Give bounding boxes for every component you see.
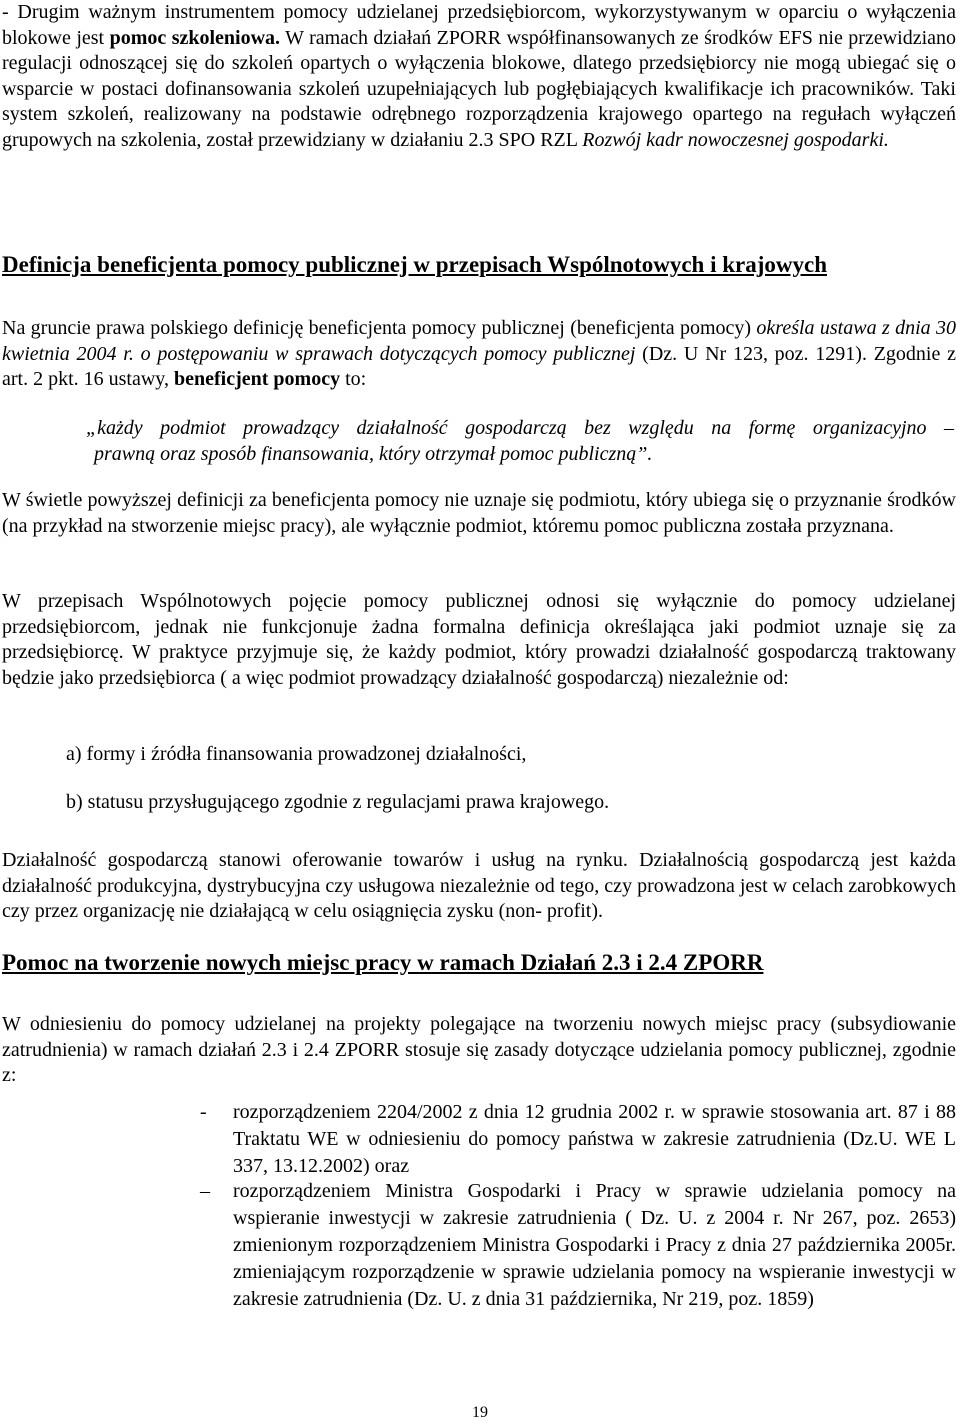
paragraph-text: Na gruncie prawa polskiego definicję beneficjenta pomocy publicznej (beneficjenta pomocy) (2, 317, 757, 339)
paragraph-community-rules: W przepisach Wspólnotowych pojęcie pomocy publicznej odnosi się wyłącznie do pomocy udzielanej przedsiębiorcom, jednak nie funkcjonuje żadna formalna definicja określająca jaki podmiot uznaje się za przedsiębiorcę. W praktyce przyjmuje się, że każdy podmiot, który prowadzi działalność gospodarczą traktowany będzie jako przedsiębiorca ( a więc podmiot prowadzący działalność gospodarczą) niezależnie od: (2, 590, 956, 689)
dash-bullet: – (200, 1180, 210, 1202)
paragraph-definition-note: W świetle powyższej definicji za beneficjenta pomocy nie uznaje się podmiotu, który ubiega się o przyznanie środków (na przykład na stworzenie miejsc pracy), ale wyłącznie podmiot, któremu pomoc publiczna została przyznana. (2, 489, 956, 537)
paragraph-employment-aid: W odniesieniu do pomocy udzielanej na projekty polegające na tworzeniu nowych miejsc pracy (subsydiowanie zatrudnienia) w ramach działań 2.3 i 2.4 ZPORR stosuje się zasady dotyczące udzielania pomocy publicznej, zgodnie z: (2, 1013, 956, 1086)
page-number: 19 (472, 1404, 488, 1421)
paragraph-text: (Dz. U Nr 123, poz. 1291). Zgodnie z art. 2 pkt. 16 ustawy, (2, 342, 956, 390)
paragraph-text: W ramach działań ZPORR współfinansowanych ze środków EFS nie przewidziano regulacji odnoszącej się do szkoleń opartych o wyłączenia blokowe, dlatego przedsiębiorcy nie mogą ubiegać się o wsparcie w postaci dofinansowania szkoleń uzupełniających lub pogłębiających kwalifikacje ich pracowników. Taki system szkoleń, realizowany na podstawie odrębnego rozporządzenia krajowego opartego na regułach wyłączeń grupowych na szkolenia, został przewidziany w działaniu 2.3 SPO RZL (2, 26, 957, 151)
bold-term: beneficjent pomocy (174, 368, 341, 390)
section-heading-beneficiary-definition: Definicja beneficjenta pomocy publicznej w przepisach Wspólnotowych i krajowych (2, 252, 827, 277)
quote-line-2: prawną oraz sposób finansowania, który otrzymał pomoc publiczną”. (94, 442, 653, 465)
paragraph-text: - Drugim ważnym instrumentem pomocy udzielanej przedsiębiorcom, wykorzystywanym w oparciu o wyłączenia blokowe jest (2, 1, 956, 49)
quote-line-1: „każdy podmiot prowadzący działalność gospodarczą bez względu na formę organizacyjno – (86, 417, 954, 439)
paragraph-text: to: (340, 368, 367, 390)
regulation-item-2 (200, 1178, 956, 1313)
bold-term: pomoc szkoleniowa. (109, 26, 281, 49)
definition-quote (86, 416, 956, 467)
paragraph-training-aid (2, 0, 956, 153)
dash-bullet: - (200, 1101, 207, 1123)
regulation-text: rozporządzeniem Ministra Gospodarki i Pracy w sprawie udzielania pomocy na wspieranie inwestycji w zakresie zatrudnienia ( Dz. U. z 2004 r. Nr 267, poz. 2653) zmienionym rozporządzeniem Ministra Gospodarki i Pracy z dnia 27 października 2005r. zmieniającym rozporządzenie w sprawie udzielania pomocy na wspieranie inwestycji w zakresie zatrudnienia (Dz. U. z dnia 31 października, Nr 219, poz. 1859) (233, 1180, 956, 1310)
paragraph-economic-activity: Działalność gospodarczą stanowi oferowanie towarów i usług na rynku. Działalnością gospodarczą jest każda działalność produkcyjna, dystrybucyjna czy usługowa niezależnie od tego, czy prowadzona jest w celach zarobkowych czy przez organizację nie działającą w celu osiągnięcia zysku (non- profit). (2, 849, 956, 922)
regulation-item-1 (200, 1099, 956, 1180)
paragraph-polish-law (2, 316, 956, 393)
section-heading-new-jobs-aid: Pomoc na tworzenie nowych miejsc pracy w ramach Działań 2.3 i 2.4 ZPORR (2, 950, 764, 975)
italic-title: Rozwój kadr nowoczesnej gospodarki. (582, 128, 889, 151)
regulation-text: rozporządzeniem 2204/2002 z dnia 12 grudnia 2002 r. w sprawie stosowania art. 87 i 88 Traktatu WE w odniesieniu do pomocy państwa w zakresie zatrudnienia (Dz.U. WE L 337, 13.12.2002) oraz (233, 1101, 956, 1177)
list-item-a: a) formy i źródła finansowania prowadzonej działalności, (66, 743, 527, 765)
italic-act-title: określa ustawa z dnia 30 kwietnia 2004 r. o postępowaniu w sprawach dotyczących pomocy publicznej (2, 317, 956, 365)
list-item-b: b) statusu przysługującego zgodnie z regulacjami prawa krajowego. (66, 791, 610, 813)
